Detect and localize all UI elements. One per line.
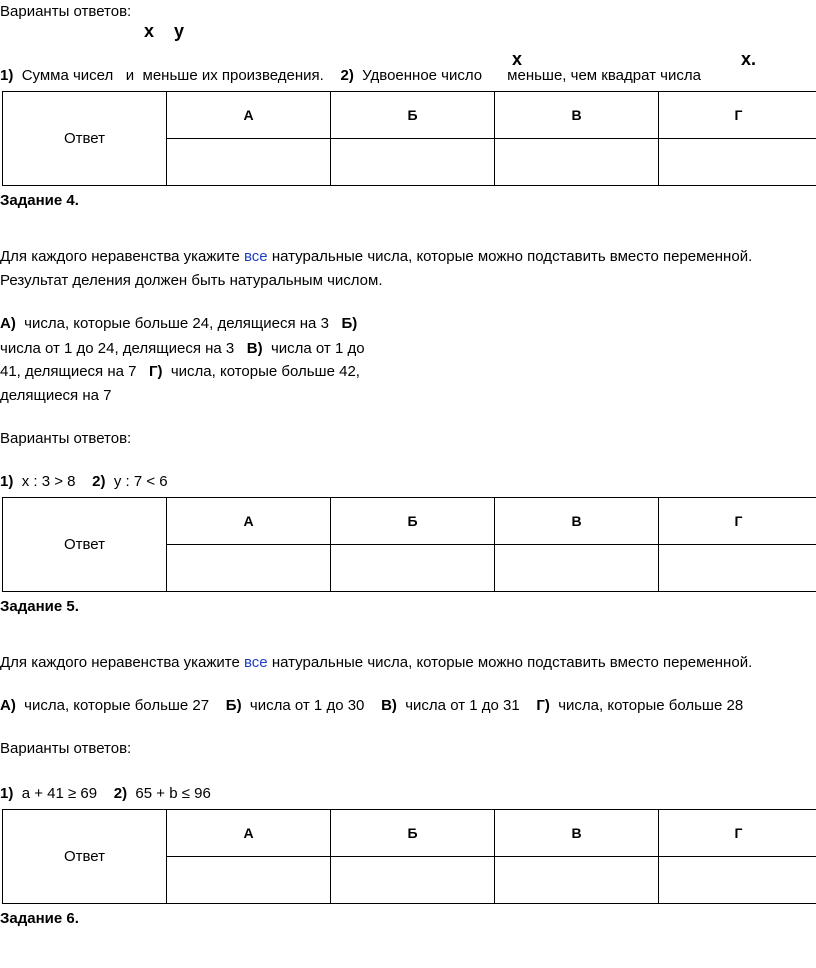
task-4-intro-line-2: Результат деления должен быть натуральным числом.	[0, 272, 383, 289]
option-2-text: 65 + b ≤ 96	[135, 785, 211, 802]
item-v-text: числа от 1 до 31	[405, 697, 520, 714]
task-5-title: Задание 5.	[0, 598, 79, 615]
variable-x: x	[144, 21, 155, 41]
header-a: А	[167, 498, 331, 545]
variable-x-dot-top: x.	[741, 49, 757, 69]
task-4-item-b	[0, 340, 365, 358]
answer-table-2	[2, 497, 816, 592]
answer-label: Ответ	[3, 498, 167, 592]
header-b: Б	[331, 810, 495, 857]
intro-all-word: все	[244, 654, 268, 671]
header-v: В	[495, 810, 659, 857]
option-1-text: a + 41 ≥ 69	[21, 785, 98, 802]
header-b: Б	[331, 498, 495, 545]
option-1-text: x : 3 > 8	[21, 473, 76, 490]
option-1-number: 1)	[0, 67, 14, 84]
task-4-intro	[0, 248, 752, 266]
answer-table-1	[2, 91, 816, 186]
option-2-number: 2)	[340, 67, 354, 84]
task-5-variants-title: Варианты ответов:	[0, 740, 132, 757]
task-4-options	[0, 473, 168, 491]
item-b-text: числа от 1 до 24, делящиеся на 3	[0, 340, 235, 357]
answer-table-3	[2, 809, 816, 904]
task-5-items	[0, 697, 743, 715]
item-g-label: Г)	[536, 697, 550, 714]
header-b: Б	[331, 92, 495, 139]
header-g: Г	[659, 498, 816, 545]
option-1-pre: Сумма чисел	[21, 67, 114, 84]
item-v-label: В)	[246, 340, 263, 357]
intro-text: Для каждого неравенства укажите	[0, 654, 244, 671]
answer-label: Ответ	[3, 810, 167, 904]
task-6-title: Задание 6.	[0, 910, 79, 927]
option-1-number: 1)	[0, 473, 14, 490]
option-2-number: 2)	[92, 473, 106, 490]
item-g-text-1: числа, которые больше 42,	[170, 363, 360, 380]
answer-cell-a[interactable]	[167, 857, 331, 904]
answer-cell-b[interactable]	[331, 857, 495, 904]
item-a-label: А)	[0, 315, 16, 332]
answer-cell-v[interactable]	[495, 545, 659, 592]
header-g: Г	[659, 92, 816, 139]
variable-x-top: x	[512, 49, 523, 69]
header-v: В	[495, 498, 659, 545]
task-4-item-v	[0, 363, 360, 381]
task-5-intro	[0, 654, 752, 672]
item-g-text: числа, которые больше 28	[558, 697, 744, 714]
answer-cell-g[interactable]	[659, 139, 816, 186]
task-5-options	[0, 785, 211, 803]
answer-cell-v[interactable]	[495, 857, 659, 904]
task-4-variants-title: Варианты ответов:	[0, 430, 132, 447]
item-b-label: Б)	[341, 315, 358, 332]
option-2-mid: меньше, чем квадрат числа	[507, 67, 701, 84]
intro-text-end: натуральные числа, которые можно подставить вместо переменной.	[267, 654, 753, 671]
intro-all-word: все	[244, 248, 268, 265]
option-1-post: меньше их произведения.	[142, 67, 324, 84]
answer-cell-g[interactable]	[659, 857, 816, 904]
answer-cell-v[interactable]	[495, 139, 659, 186]
header-g: Г	[659, 810, 816, 857]
header-a: А	[167, 810, 331, 857]
item-a-text: числа, которые больше 24, делящиеся на 3	[24, 315, 329, 332]
item-b-text: числа от 1 до 30	[249, 697, 365, 714]
option-2-text: y : 7 < 6	[113, 473, 168, 490]
item-b-label: Б)	[225, 697, 242, 714]
option-1-number: 1)	[0, 785, 14, 802]
header-a: А	[167, 92, 331, 139]
header-v: В	[495, 92, 659, 139]
answer-label: Ответ	[3, 92, 167, 186]
option-2-pre: Удвоенное число	[362, 67, 483, 84]
answer-cell-b[interactable]	[331, 139, 495, 186]
task-4-item-a	[0, 315, 357, 333]
answer-cell-a[interactable]	[167, 545, 331, 592]
variable-y: y	[174, 21, 185, 41]
intro-text: Для каждого неравенства укажите	[0, 248, 244, 265]
item-v-text-2: 41, делящиеся на 7	[0, 363, 137, 380]
item-g-label: Г)	[149, 363, 163, 380]
item-v-label: В)	[381, 697, 397, 714]
task-4-item-g-end: делящиеся на 7	[0, 387, 112, 404]
intro-text-end: натуральные числа, которые можно подставить вместо переменной.	[267, 248, 753, 265]
option-2-number: 2)	[113, 785, 128, 802]
task-4-title: Задание 4.	[0, 192, 79, 209]
answer-cell-a[interactable]	[167, 139, 331, 186]
item-a-text: числа, которые больше 27	[24, 697, 210, 714]
section3-options-line	[0, 67, 701, 85]
answer-cell-b[interactable]	[331, 545, 495, 592]
variants-title-3: Варианты ответов:	[0, 3, 132, 20]
item-v-text-1: числа от 1 до	[270, 340, 365, 357]
option-1-and: и	[125, 67, 135, 84]
item-a-label: А)	[0, 697, 16, 714]
answer-cell-g[interactable]	[659, 545, 816, 592]
